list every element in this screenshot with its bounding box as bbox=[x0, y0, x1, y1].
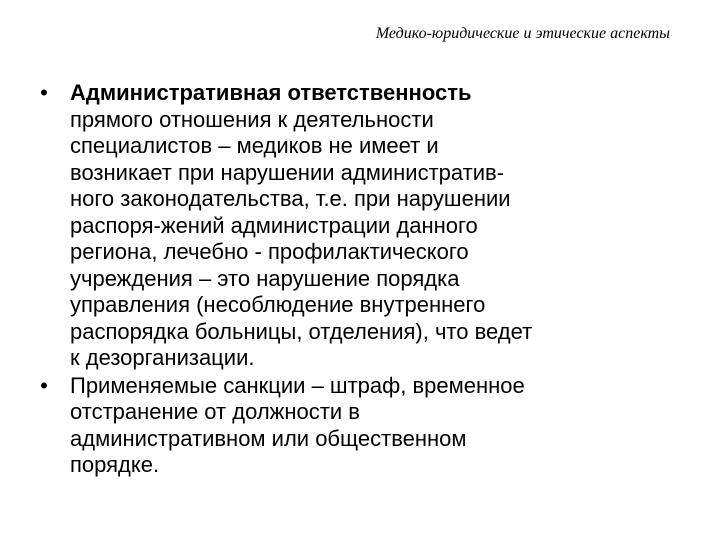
bullet-text-line: распорядка больницы, отделения), что ведет bbox=[70, 318, 533, 344]
bullet-heading: Административная ответственность bbox=[70, 80, 472, 105]
bullet-text-line: прямого отношения к деятельности bbox=[70, 106, 434, 132]
bullet-text-line: специалистов – медиков не имеет и bbox=[70, 133, 439, 158]
bullet-icon: • bbox=[40, 372, 48, 398]
bullet-text-line: управления (несоблюдение внутреннего bbox=[70, 292, 486, 317]
bullet-text-line: Применяемые санкции – штраф, временное bbox=[70, 372, 525, 398]
bullet-text-line: ного законодательства, т.е. при нарушении bbox=[70, 186, 511, 211]
bullet-item-administrative-responsibility bbox=[34, 80, 684, 372]
bullet-text-line: распоря-жений администрации данного bbox=[70, 212, 478, 238]
bullet-text-line: возникает при нарушении административ- bbox=[70, 159, 505, 185]
bullet-list bbox=[34, 80, 684, 479]
bullet-item-sanctions bbox=[34, 373, 684, 479]
bullet-text-line: региона, лечебно - профилактического bbox=[70, 239, 469, 264]
bullet-text-line: порядке. bbox=[70, 452, 160, 477]
bullet-text-line: отстранение от должности в bbox=[70, 399, 360, 424]
bullet-text-line: административном или общественном bbox=[70, 425, 467, 451]
slide-header-title: Медико-юридические и этические аспекты bbox=[375, 25, 670, 42]
bullet-text-line: учреждения – это нарушение порядка bbox=[70, 265, 460, 291]
bullet-icon: • bbox=[40, 80, 48, 105]
bullet-text-line: к дезорганизации. bbox=[70, 345, 255, 370]
